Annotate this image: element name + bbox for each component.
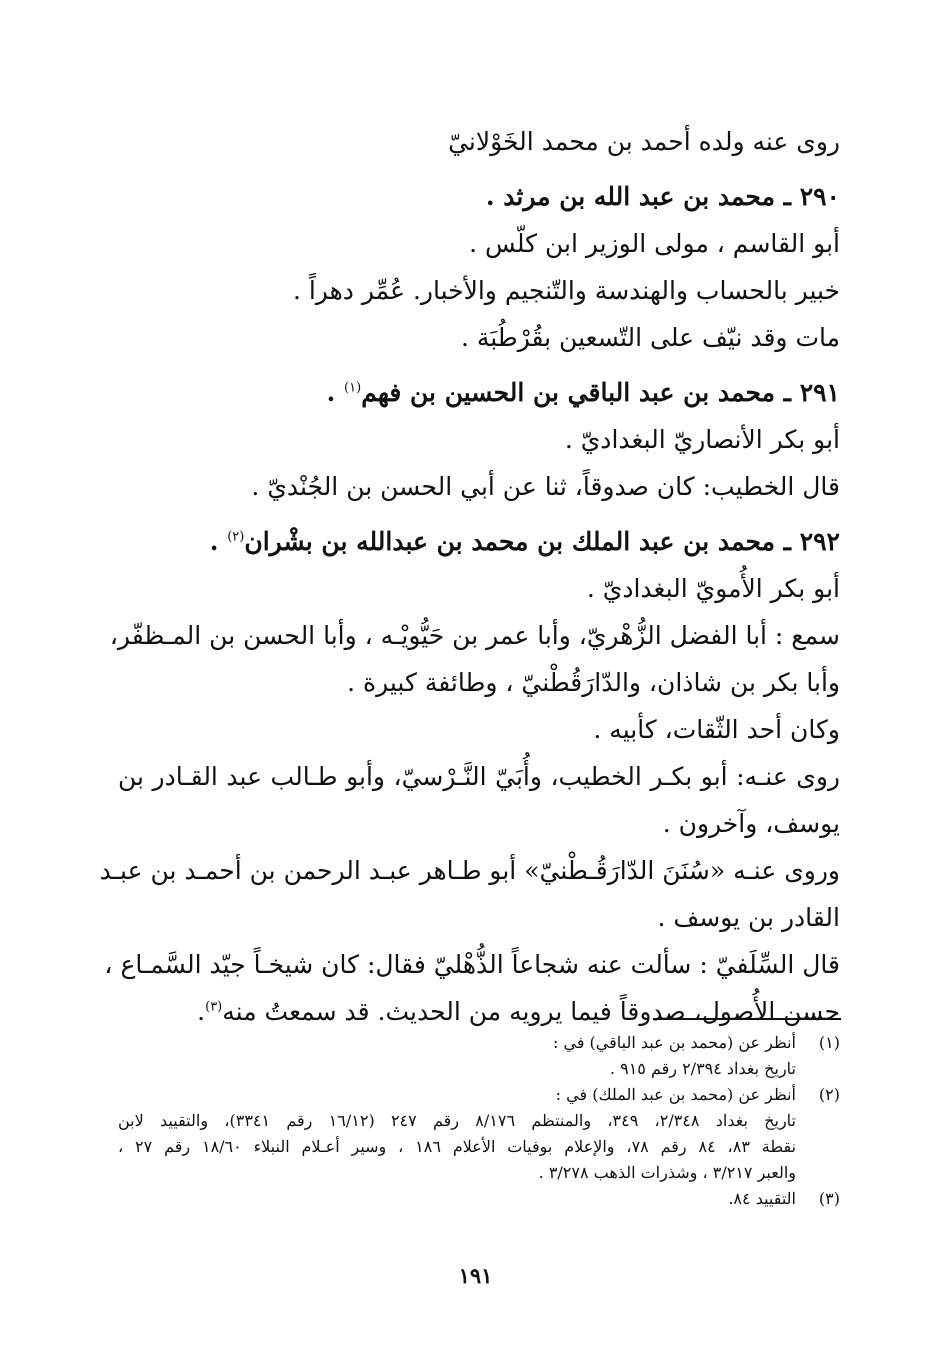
footnote-number: (٢)	[818, 1085, 840, 1104]
text-line: أبو بكر الأنصاريّ البغداديّ .	[564, 425, 840, 454]
footnote	[118, 1082, 840, 1186]
footnote-number: (١)	[818, 1033, 840, 1052]
text-line: قال السِّلَفيّ : سألت عنه شجاعاً الذُّهْليّ فقال: كان شيخـاً جيّد السَّمـاع ،	[104, 950, 840, 979]
footnote-body	[118, 1082, 796, 1186]
text-line: مات وقد نيّف على التّسعين بقُرْطُبَة .	[460, 323, 840, 352]
footnote-line: والعبر ٣/٢١٧ ، وشذرات الذهب ٣/٢٧٨ .	[538, 1163, 796, 1182]
entry-heading-290: ٢٩٠ ـ محمد بن عبد الله بن مرثد .	[485, 182, 840, 211]
footnote-line: أنظر عن (محمد بن عبد الملك) في :	[555, 1085, 796, 1104]
footnote-separator	[655, 1018, 841, 1020]
last-line-text: حسن الأُصول، صدوقاً فيما يرويه من الحديث. قد سمعتُ منه	[222, 997, 840, 1026]
footnote	[118, 1030, 840, 1082]
heading-end: .	[209, 527, 228, 556]
text-line: روى عنـه: أبو بكـر الخطيب، وأُبَيّ النَّـرْسيّ، وأبو طـالب عبد القـادر بن	[118, 762, 840, 791]
footnote-marker: (٢)	[227, 529, 245, 545]
page-number: ١٩١	[458, 1263, 493, 1288]
heading-text: ٢٩١ ـ محمد بن عبد الباقي بن الحسين بن فهم	[361, 378, 840, 407]
text-line: القادر بن يوسف .	[657, 903, 840, 932]
text-line: أبو القاسم ، مولى الوزير ابن كلّس .	[469, 229, 840, 258]
entry-heading-292	[118, 518, 840, 565]
footnote-line: أنظر عن (محمد بن عبد الباقي) في :	[553, 1033, 796, 1052]
heading-text: ٢٩٢ ـ محمد بن عبد الملك بن محمد بن عبدالله بن بشْران	[244, 527, 840, 556]
text-line: أبو بكر الأُمويّ البغداديّ .	[586, 574, 840, 603]
footnotes	[118, 1030, 840, 1212]
text-line: يوسف، وآخرون .	[662, 809, 840, 838]
footnote-line: تاريخ بغداد ٢/٣٩٤ رقم ٩١٥ .	[609, 1059, 796, 1078]
footnote-line: نقطة ٨٣، ٨٤ رقم ٧٨، والإعلام بوفيات الأعلام ١٨٦ ، وسير أعـلام النبلاء ١٨/٦٠ رقم ٢٧ ،	[118, 1137, 797, 1156]
intro-line: روى عنه ولده أحمد بن محمد الخَوْلانيّ	[448, 127, 840, 156]
main-text	[99, 118, 840, 1035]
footnote-number: (٣)	[818, 1189, 840, 1208]
text-line: خبير بالحساب والهندسة والتّنجيم والأخبار. عُمِّر دهراً .	[292, 276, 840, 305]
text-line: وروى عنـه «سُنَنَ الدّارَقُـطْنيّ» أبو طـاهر عبـد الرحمن بن أحمـد بن عبـد	[99, 856, 840, 885]
heading-end: .	[326, 378, 345, 407]
footnote-line: تاريخ بغداد ٢/٣٤٨، ٣٤٩، والمنتظم ٨/١٧٦ رقم ٢٤٧ (١٦/١٢ رقم ٣٣٤١)، والتقييد لابن	[118, 1111, 796, 1130]
text-line	[118, 988, 840, 1035]
text-line: سمع : أبا الفضل الزُّهْريّ، وأبا عمر بن حَيُّويْـه ، وأبا الحسن بن المـظفّر،	[109, 621, 840, 650]
footnote	[118, 1186, 840, 1212]
last-line-end: .	[197, 997, 206, 1026]
footnote-line: التقييد ٨٤.	[728, 1189, 796, 1208]
text-line: وأبا بكر بن شاذان، والدّارَقُطْنيّ ، وطائفة كبيرة .	[347, 668, 840, 697]
entry-heading-291	[118, 369, 840, 416]
text-line: وكان أحد الثّقات، كأبيه .	[593, 715, 840, 744]
text-line: قال الخطيب: كان صدوقاً، ثنا عن أبي الحسن بن الجُنْديّ .	[251, 472, 840, 501]
footnote-body	[118, 1186, 796, 1212]
footnote-marker: (١)	[344, 380, 362, 396]
footnote-body	[118, 1030, 796, 1082]
footnote-marker: (٣)	[205, 999, 223, 1015]
